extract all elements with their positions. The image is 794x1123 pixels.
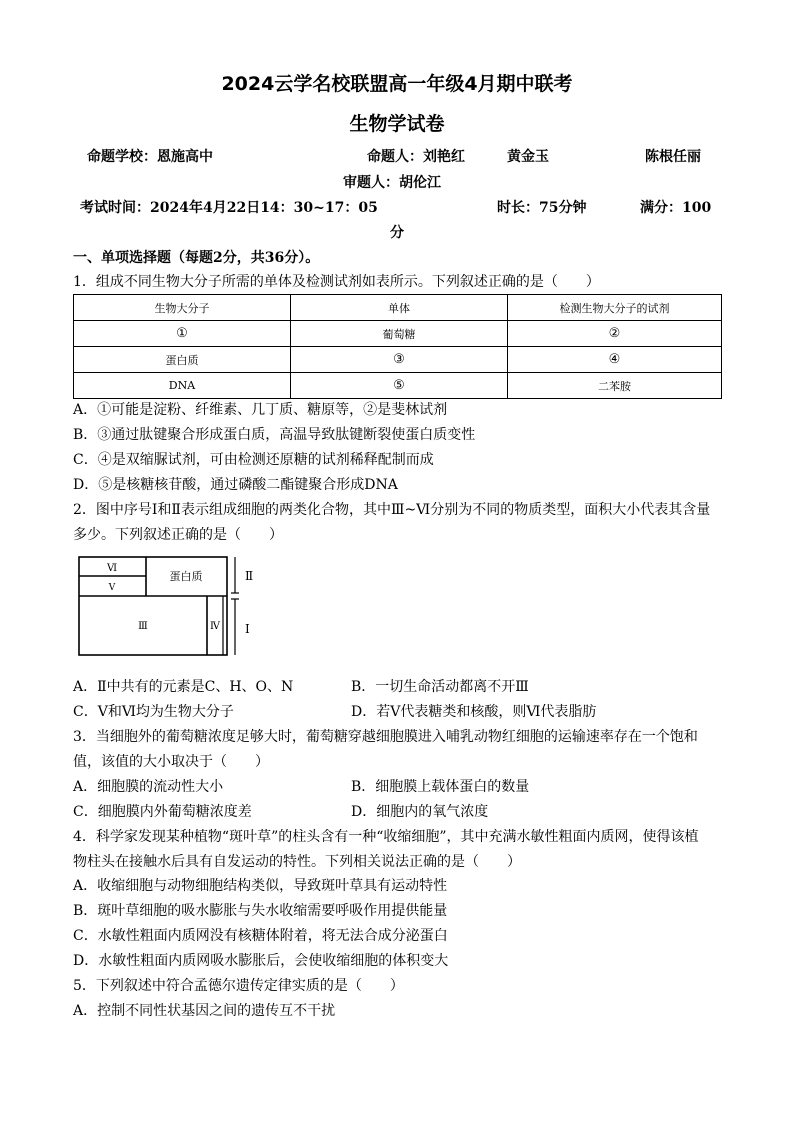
table-cell: ①: [74, 321, 291, 347]
table-cell: ⑤: [291, 373, 508, 399]
table-cell: 蛋白质: [74, 347, 291, 373]
table-header-cell: 检测生物大分子的试剂: [508, 295, 722, 321]
q1-option-d: D．⑤是核糖核苷酸，通过磷酸二酯键聚合形成DNA: [73, 477, 398, 493]
q2-option-b: B．一切生命活动都离不开Ⅲ: [351, 679, 529, 695]
q4-option-d: D．水敏性粗面内质网吸水膨胀后，会使收缩细胞的体积变大: [73, 953, 449, 969]
label-i: Ⅰ: [245, 622, 250, 636]
q3-option-b: B．细胞膜上载体蛋白的数量: [351, 779, 530, 795]
q3-option-a: A．细胞膜的流动性大小: [73, 779, 224, 795]
table-cell: ②: [508, 321, 722, 347]
q3-stem-line2: 值，该值的大小取决于（ ）: [73, 754, 269, 770]
table-cell: ③: [291, 347, 508, 373]
q5-option-a: A．控制不同性状基因之间的遗传互不干扰: [73, 1003, 336, 1019]
label-vi: Ⅵ: [106, 563, 118, 574]
q1-option-b: B．③通过肽键聚合形成蛋白质，高温导致肽键断裂使蛋白质变性: [73, 427, 476, 443]
section-heading: 一、单项选择题（每题2分，共36分）。: [73, 250, 320, 266]
label-v: Ⅴ: [108, 583, 116, 593]
table-header-cell: 单体: [291, 295, 508, 321]
q2-option-d: D．若Ⅴ代表糖类和核酸，则Ⅵ代表脂肪: [351, 704, 597, 720]
q4-option-c: C．水敏性粗面内质网没有核糖体附着，将无法合成分泌蛋白: [73, 928, 448, 944]
table-header-row: [74, 295, 722, 321]
table-row: [74, 347, 722, 373]
table-cell: 葡萄糖: [291, 321, 508, 347]
reviewer-label: 审题人：胡伦江: [343, 175, 441, 191]
table-row: [74, 373, 722, 399]
label-iii: Ⅲ: [138, 621, 148, 632]
author3-label: 陈根任丽: [645, 149, 701, 165]
full-score-unit: 分: [390, 225, 404, 241]
q2-option-c: C．Ⅴ和Ⅵ均为生物大分子: [73, 704, 234, 720]
exam-time: 考试时间：2024年4月22日14：30~17：05: [80, 200, 378, 216]
q1-table: [73, 294, 722, 399]
q4-option-a: A．收缩细胞与动物细胞结构类似，导致斑叶草具有运动特性: [73, 878, 448, 894]
q2-stem-line1: 2．图中序号Ⅰ和Ⅱ表示组成细胞的两类化合物，其中Ⅲ~Ⅵ分别为不同的物质类型，面积大小代表其含量: [73, 502, 711, 518]
q3-option-c: C．细胞膜内外葡萄糖浓度差: [73, 804, 252, 820]
q1-option-a: A．①可能是淀粉、纤维素、几丁质、糖原等，②是斐林试剂: [73, 402, 448, 418]
label-ii: Ⅱ: [245, 569, 254, 583]
author2-label: 黄金玉: [507, 149, 549, 165]
q5-stem: 5．下列叙述中符合孟德尔遗传定律实质的是（ ）: [73, 978, 404, 994]
exam-duration: 时长：75分钟: [497, 200, 587, 216]
q3-stem-line1: 3．当细胞外的葡萄糖浓度足够大时，葡萄糖穿越细胞膜进入哺乳动物红细胞的运输速率存在一个饱和: [73, 729, 698, 745]
table-header-cell: 生物大分子: [74, 295, 291, 321]
table-cell: 二苯胺: [508, 373, 722, 399]
q1-stem: 1．组成不同生物大分子所需的单体及检测试剂如表所示。下列叙述正确的是（ ）: [73, 274, 600, 290]
author-label: 命题人：刘艳红: [367, 149, 465, 165]
table-cell: ④: [508, 347, 722, 373]
school-label: 命题学校：恩施高中: [87, 149, 213, 165]
label-protein: 蛋白质: [169, 570, 203, 583]
label-iv: Ⅳ: [210, 621, 220, 632]
q2-stem-line2: 多少。下列叙述正确的是（ ）: [73, 527, 283, 543]
compound-area-diagram: [73, 553, 263, 661]
full-score: 满分：100: [640, 200, 712, 216]
exam-title: 2024云学名校联盟高一年级4月期中联考: [221, 73, 573, 95]
exam-subtitle: 生物学试卷: [349, 113, 445, 135]
table-cell: DNA: [74, 373, 291, 399]
q4-option-b: B．斑叶草细胞的吸水膨胀与失水收缩需要呼吸作用提供能量: [73, 903, 448, 919]
q4-stem-line2: 物柱头在接触水后具有自发运动的特性。下列相关说法正确的是（ ）: [73, 854, 521, 870]
table-row: [74, 321, 722, 347]
q4-stem-line1: 4．科学家发现某种植物“斑叶草”的柱头含有一种“收缩细胞”，其中充满水敏性粗面内质网，使得该植: [73, 829, 699, 845]
q2-option-a: A．Ⅱ中共有的元素是C、H、O、N: [73, 679, 294, 695]
q1-option-c: C．④是双缩脲试剂，可由检测还原糖的试剂稀释配制而成: [73, 452, 434, 468]
q3-option-d: D．细胞内的氧气浓度: [351, 804, 489, 820]
